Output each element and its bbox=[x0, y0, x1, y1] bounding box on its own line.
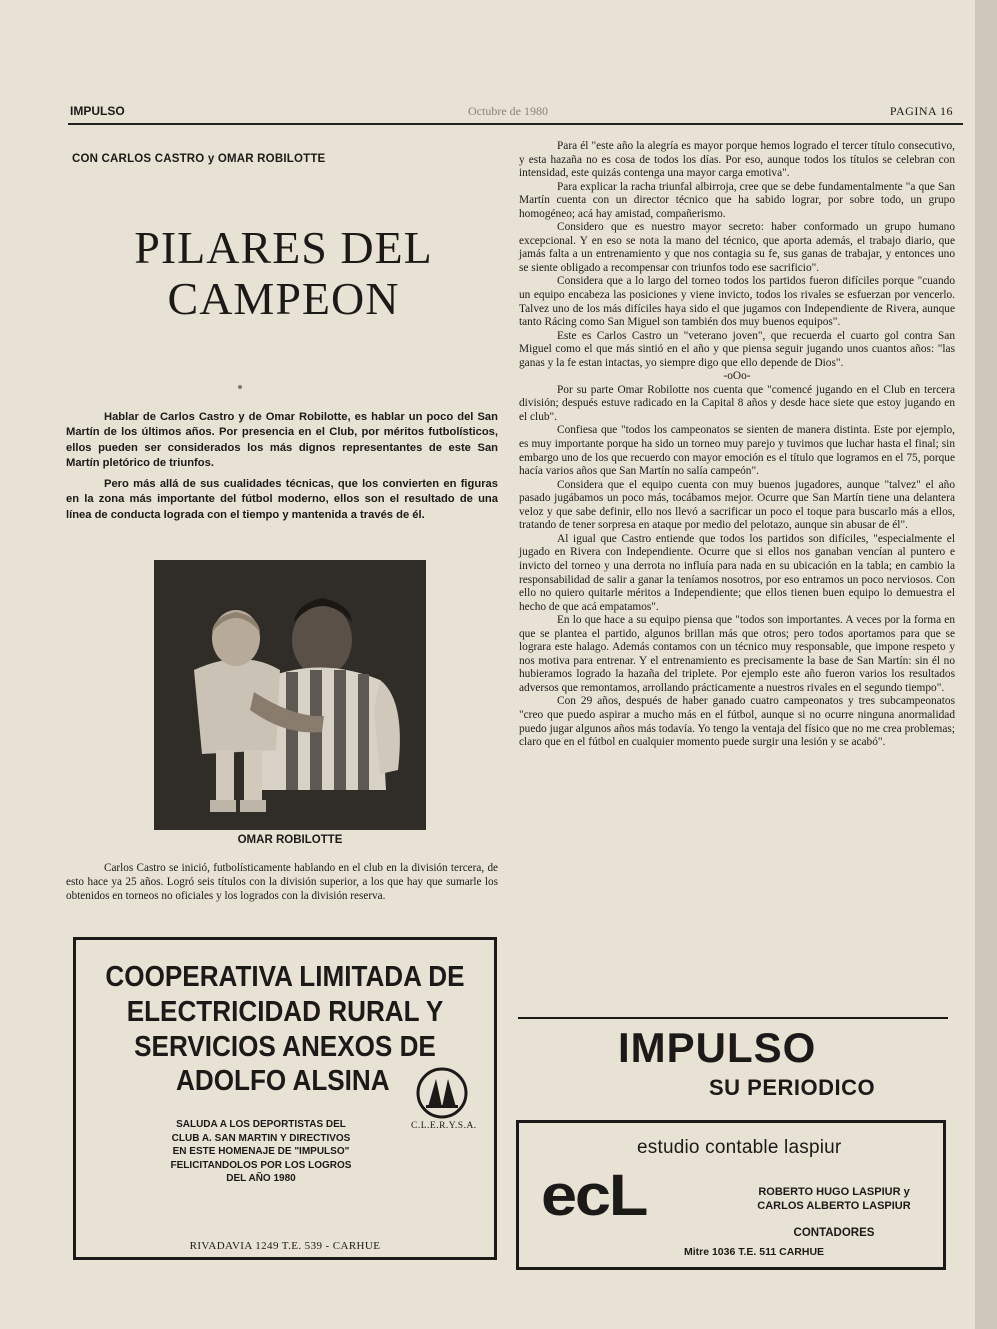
greeting-line: DEL AÑO 1980 bbox=[226, 1173, 296, 1184]
photo-illustration bbox=[154, 560, 426, 830]
accounting-studio-partners bbox=[719, 1185, 949, 1213]
paragraph: Al igual que Castro entiende que todos los partidos son difíciles, "especialmente el jugado en Rivera con Independiente. Ocurre que si ellos nos ganaban vencían al puntero e invicto del torneo y una derrota no influía para nada en su ubicación en la tabla; en cambio la responsabilidad de salir a ganar la teníamos nosotros, por eso entramos un poco nerviosos. Con ello no quiero quitarle méritos a Independiente; que ellos tienen buen equipo lo demuestra el hecho de que acá empatamos". bbox=[519, 532, 955, 613]
cooperative-logo-icon bbox=[416, 1067, 468, 1119]
header-publication: IMPULSO bbox=[70, 104, 125, 118]
accounting-studio-title: estudio contable laspiur bbox=[637, 1137, 842, 1158]
paragraph: En lo que hace a su equipo piensa que "todos son importantes. A veces por la forma en que se plantea el partido, algunos brillan más que otros; pero todos aportamos para que se lograra este halago. Además contamos con un técnico muy responsable, que impone respeto y nos motiva para entrenar. Y el entrenamiento es precisamente la base de San Martín: sin él no hubieramos logrado la hazaña del triplete. Por ejemplo este año fueron varios los resultados adversos que remontamos, arrollando prácticamente a nuestros rivales en el segundo tiempo". bbox=[519, 614, 955, 694]
cooperative-title-line: ELECTRICIDAD RURAL Y bbox=[126, 996, 444, 1028]
accounting-studio-role: CONTADORES bbox=[793, 1227, 875, 1239]
page-edge-shadow bbox=[975, 0, 997, 1329]
paragraph: Considera que a lo largo del torneo todos los partidos fueron difíciles porque "cuando un equipo encabeza las posiciones y viene invicto, todos los rivales se esfuerzan por vencerlo. Talvez uno de los más difíciles haya sido el que jugamos con Independiente de Rivera, aunque tanto Rácing como San Miguel son también dos muy buenos equipos". bbox=[519, 275, 955, 329]
header-page-number: PAGINA 16 bbox=[889, 104, 953, 118]
section-separator: -oOo- bbox=[723, 370, 751, 383]
cooperative-town: ADOLFO ALSINA bbox=[176, 1065, 390, 1097]
paragraph: Por su parte Omar Robilotte nos cuenta que "comencé jugando en el Club en tercera división; después estuve radicado en la Capital 8 años y desde hace siete que estoy jugando en el club". bbox=[519, 383, 955, 423]
greeting-line: EN ESTE HOMENAJE DE "IMPULSO" bbox=[172, 1146, 350, 1157]
cooperative-address: RIVADAVIA 1249 T.E. 539 - CARHUE bbox=[189, 1240, 381, 1252]
cooperative-advertisement bbox=[73, 937, 497, 1260]
paragraph: Este es Carlos Castro un "veterano joven", que recuerda el cuarto gol contra San Miguel como el que más sintió en el año y que piensa seguir jugando unos cuantos años: "las ganas y la fe estan intactas, yo siempre digo que ello depende de Dios". bbox=[519, 329, 955, 369]
player-photo bbox=[154, 560, 426, 830]
accounting-studio-address: Mitre 1036 T.E. 511 CARHUE bbox=[683, 1246, 825, 1258]
paragraph: Para explicar la racha triunfal albirroja, cree que se debe fundamentalmente "a que San Martín cuenta con un director técnico que ha sabido lograr, por sobre todo, un grupo homogéneo; acá hay amistad, compañerismo. bbox=[519, 180, 955, 220]
cooperative-greeting bbox=[136, 1118, 386, 1186]
greeting-line: FELICITANDOLOS POR LOS LOGROS bbox=[170, 1159, 352, 1171]
partner-name: ROBERTO HUGO LASPIUR y bbox=[758, 1186, 910, 1198]
cooperative-title bbox=[97, 960, 473, 1065]
article-headline bbox=[76, 222, 491, 324]
paragraph: Considera que el equipo cuenta con muy buenos jugadores, aunque "talvez" el año pasado jugábamos un poco más, tocábamos mejor. Ocurre que San Martín tiene una delantera veloz y que sabe definir, ello nos llevó a sacrificar un poco el toque para buscarlo más a ellos, tratando de tener sorpresa en ataque por medio del pelotazo, aunque sin abusar de él". bbox=[519, 478, 955, 532]
header-date: Octubre de 1980 bbox=[468, 104, 548, 118]
cooperative-logo-label: C.L.E.R.Y.S.A. bbox=[411, 1121, 477, 1131]
article-lead bbox=[66, 410, 498, 529]
article-body-column bbox=[519, 140, 955, 750]
article-intro-paragraph bbox=[66, 862, 498, 903]
greeting-line: CLUB A. SAN MARTIN Y DIRECTIVOS bbox=[171, 1132, 351, 1144]
impulso-ad-title: IMPULSO bbox=[618, 1024, 817, 1071]
paragraph: Carlos Castro se inició, futbolísticamente hablando en el club en la división tercera, de esto hace ya 25 años. Logró seis títulos con la división superior, a los que hay que sumarle los obtenidos en torneos no oficiales y los logrados con la división reserva. bbox=[66, 862, 498, 902]
headline-line-2: CAMPEON bbox=[167, 273, 400, 324]
paragraph: Con 29 años, después de haber ganado cuatro campeonatos y tres subcampeonatos "creo que puedo aspirar a mucho más en el fútbol, aunque si no ocurre ninguna anormalidad puedo jugar algunos años más todavía. Yo tengo la ventaja del físico que no me crea problemas; claro que en el fútbol en cualquier momento puede surgir una lesión y se acabó". bbox=[519, 695, 955, 749]
impulso-ad-rule bbox=[518, 1017, 948, 1019]
header-rule bbox=[68, 123, 963, 125]
accounting-studio-advertisement bbox=[516, 1120, 946, 1270]
cooperative-title-line: SERVICIOS ANEXOS DE bbox=[134, 1031, 436, 1063]
paragraph: Considero que es nuestro mayor secreto: haber conformado un grupo humano excepcional. Y en eso se nota la mano del técnico, que aporta además, el trabajo diario, que jamás falta a un entrenamiento y que nos contagia su fe, sus ganas de trabajar, y entonces uno se siente obligado a recompensar con triunfos todo ese sacrificio". bbox=[519, 221, 955, 274]
paragraph: Para él "este año la alegría es mayor porque hemos logrado el tercer título consecutivo, y esta hazaña no es cosa de todos los días. Por eso, aunque todos los títulos se celebran con intensidad, este quizás contenga una mayor carga emotiva". bbox=[519, 140, 955, 180]
greeting-line: SALUDA A LOS DEPORTISTAS DEL bbox=[176, 1119, 346, 1130]
partner-name: CARLOS ALBERTO LASPIUR bbox=[757, 1200, 911, 1212]
lead-paragraph: Pero más allá de sus cualidades técnicas, que los convierten en figuras en la zona más importante del fútbol moderno, ellos son el resultado de una línea de conducta lograda con el tiempo y mantenida a través de él. bbox=[66, 478, 498, 521]
impulso-ad-subtitle: SU PERIODICO bbox=[709, 1075, 876, 1100]
lead-paragraph: Hablar de Carlos Castro y de Omar Robilotte, es hablar un poco del San Martín de los últimos años. Por presencia en el Club, por méritos futbolísticos, ellos pueden ser considerados los más dignos representantes de este San Martín pletórico de triunfos. bbox=[66, 411, 498, 469]
cooperative-title-line: COOPERATIVA LIMITADA DE bbox=[105, 961, 465, 993]
article-kicker: CON CARLOS CASTRO y OMAR ROBILOTTE bbox=[72, 153, 326, 165]
headline-line-1: PILARES DEL bbox=[134, 222, 433, 273]
paragraph: Confiesa que "todos los campeonatos se sienten de manera distinta. Este por ejemplo, es muy importante porque ha sido un torneo muy parejo y tuvimos que luchar hasta el final; sin embargo uno de los que recuerdo con mayor emoción es el título que logramos en el 75, porque hacía varios años que San Martín no salía campeón". bbox=[519, 424, 955, 478]
photo-caption: OMAR ROBILOTTE bbox=[237, 834, 343, 846]
decorative-dot bbox=[238, 385, 242, 389]
accounting-studio-logo: ecL bbox=[541, 1163, 647, 1228]
